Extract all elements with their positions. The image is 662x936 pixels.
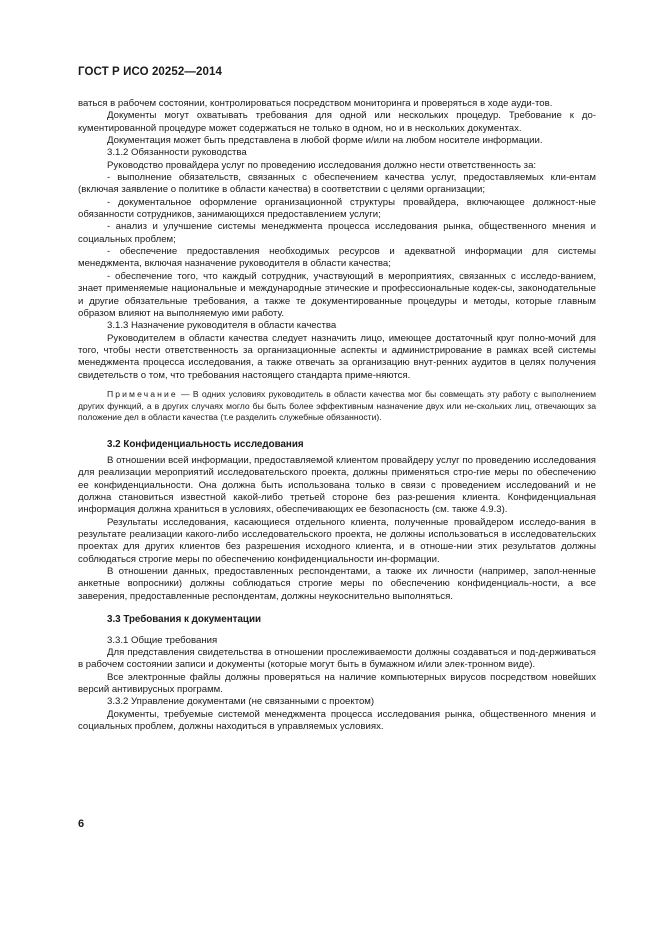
list-item: - выполнение обязательств, связанных с обеспечением качества услуг, предоставляемых кли-ентам (включая заявление о политике в области качества) в соответствии с целями организации; <box>78 172 596 196</box>
note-text: В одних условиях руководитель в области качества мог бы совмещать эту работу с выполнением других функций, а в других случаях могло бы быть более эффективным назначение двух или не-скольких лиц, отвечающих за положение дел в области качества (т.е разделить служебные обязанности). <box>78 388 597 423</box>
list-item: - обеспечение предоставления необходимых ресурсов и адекватной информации для системы менеджмента, включая назначение руководителя в области качества; <box>78 246 596 270</box>
document-body <box>78 98 596 733</box>
subsection-title: 3.3.2 Управление документами (не связанными с проектом) <box>107 696 375 708</box>
page-header: ГОСТ Р ИСО 20252—2014 <box>78 66 223 78</box>
paragraph: В отношении данных, предоставленных респондентами, а также их личности (например, запол-ненные анкетные вопросники) должны соблюдаться строгие меры по обеспечению конфиденциаль-ности, а все заверения, предоставленные респондентам, должны неукоснительно выполняться. <box>78 566 596 602</box>
paragraph: Руководителем в области качества следует назначить лицо, имеющее достаточный круг полно-мочий для того, чтобы нести ответственность за организационные аспекты и администрирование в рамках всей системы менеджмента процесса исследования, а также отвечать за организацию внут-ренних аудитов в целях получения свидетельств о том, что требования настоящего стандарта приме-няются. <box>78 332 596 381</box>
note <box>78 389 596 424</box>
paragraph: Документация может быть представлена в любой форме и/или на любом носителе информации. <box>107 135 543 147</box>
paragraph: ваться в рабочем состоянии, контролироваться посредством мониторинга и проверяться в ходе ауди-тов. <box>78 98 553 109</box>
page-number: 6 <box>78 818 85 830</box>
list-item: - документальное оформление организационной структуры провайдера, включающее должност-ные обязанности сотрудников, занимающихся предоставлением услуги; <box>78 196 596 221</box>
list-item: - обеспечение того, что каждый сотрудник, участвующий в мероприятиях, связанных с исследо-ванием, знает применяемые национальные и международные этические и профессиональные кодек-сы, законодательные и другие обязательные требования, а также те документированные процедуры и методы, которые главным образом влияют на выполняемую ими работу. <box>78 270 596 319</box>
list-item: - анализ и улучшение системы менеджмента процесса исследования рынка, общественного мнения и социальных проблем; <box>78 221 596 245</box>
section-heading-documentation: 3.3 Требования к документации <box>107 614 261 626</box>
subsection-title: 3.1.3 Назначение руководителя в области качества <box>107 320 337 332</box>
subsection-title: 3.3.1 Общие требования <box>107 634 218 646</box>
section-heading-confidentiality: 3.2 Конфиденциальность исследования <box>107 438 304 450</box>
paragraph: Все электронные файлы должны проверяться на наличие компьютерных вирусов посредством новейших версий антивирусных программ. <box>78 671 596 695</box>
paragraph: Для представления свидетельства в отношении прослеживаемости должны создаваться и под-держиваться в рабочем состоянии записи и документы (которые могут быть в бумажном и/или элек-тронном виде). <box>78 646 596 671</box>
paragraph: Документы, требуемые системой менеджмента процесса исследования рынка, общественного мнения и социальных проблем, должны находиться в управляемых условиях. <box>78 708 596 732</box>
paragraph: В отношении всей информации, предоставляемой клиентом провайдеру услуг по проведению исследования для реализации мероприятий исследовательского проекта, должны применяться стро-гие меры по обеспечению ее конфиденциальности. Она должна быть использована только в связи с проведением исследований и не должна становиться известной какой-либо третьей стороне без раз-решения клиента. Конфиденциальная информация должна храниться в условиях, обеспечивающих ее безопасность (см. также 4.9.3). <box>78 455 596 516</box>
paragraph: Документы могут охватывать требования для одной или нескольких процедур. Требование к до-кументированной процедуре может содержаться не только в одном, но и в нескольких документах. <box>78 110 596 134</box>
paragraph: Руководство провайдера услуг по проведению исследования должно нести ответственность за: <box>107 159 537 171</box>
subsection-title: 3.1.2 Обязанности руководства <box>107 147 247 159</box>
note-label: Примечание <box>107 388 178 399</box>
note-dash: — <box>177 388 193 399</box>
paragraph: Результаты исследования, касающиеся отдельного клиента, полученные провайдером исследо-вания в результате реализации какого-либо исследовательского проекта, не должны использоваться в исследовательских проектах для других клиентов без разрешения исходного клиента, и в отноше-нии этих результатов должны соблюдаться строгие меры по обеспечению конфиденциальности ин-формации. <box>78 516 596 565</box>
